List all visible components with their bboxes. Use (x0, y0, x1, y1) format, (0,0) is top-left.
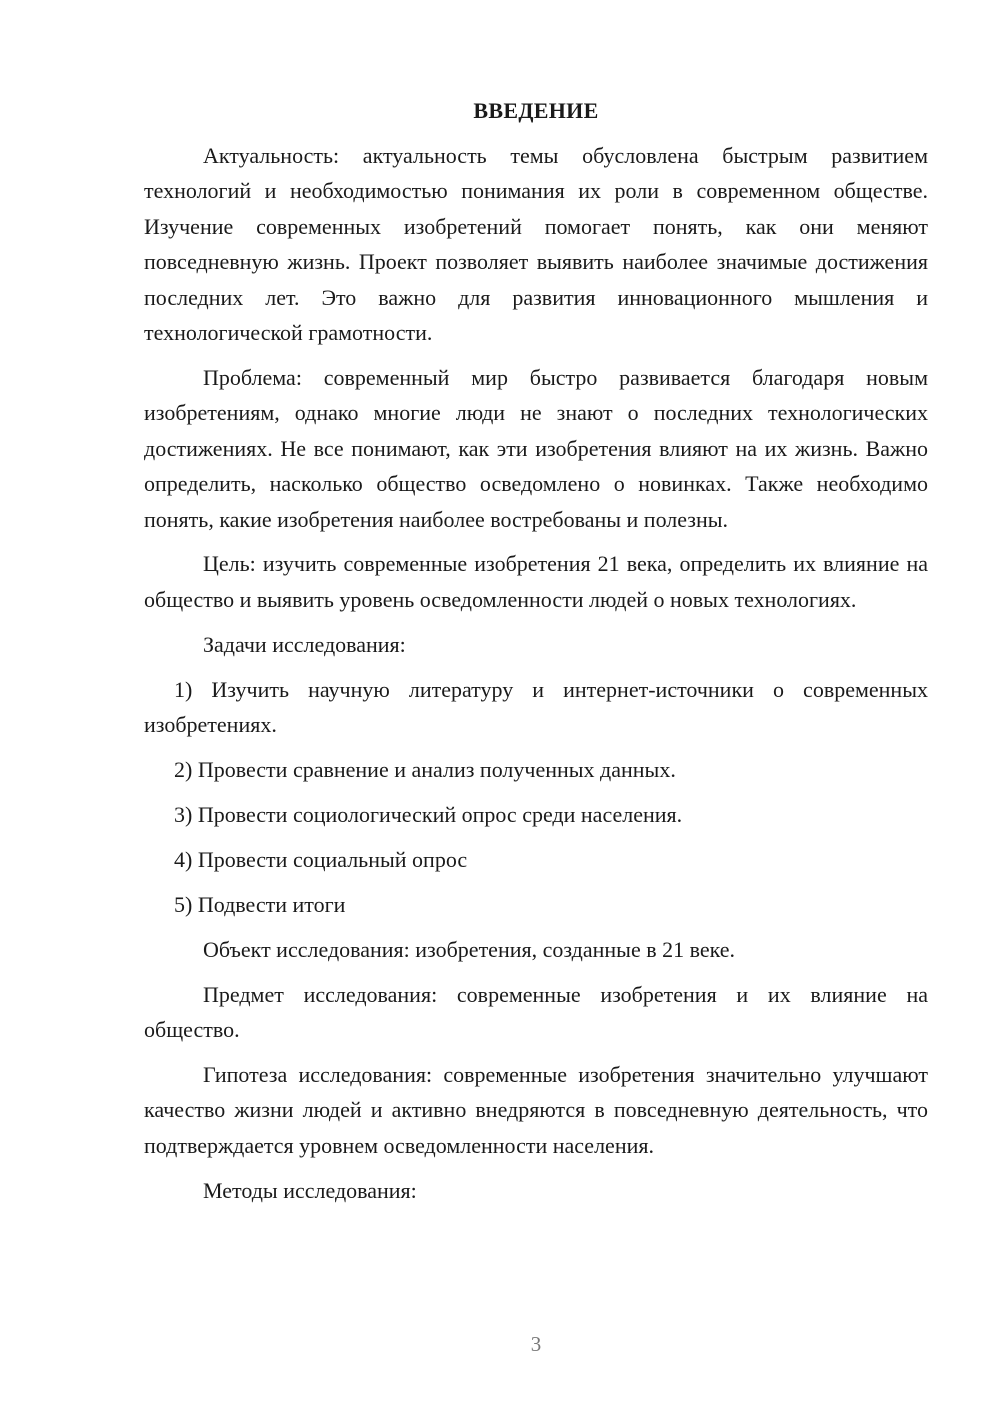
task-item: 1) Изучить научную литературу и интернет-источники о современных изобретениях. (144, 676, 928, 738)
hypothesis-paragraph: Гипотеза исследования: современные изобретения значительно улучшают качество жизни людей и активно внедряются в повседневную деятельность, что подтверждается уровнем осведомленности населения. (144, 1061, 928, 1158)
page-body (144, 96, 928, 1217)
methods-title: Методы исследования: (203, 1177, 417, 1203)
tasks-title: Задачи исследования: (203, 631, 406, 657)
object-paragraph: Объект исследования: изобретения, созданные в 21 веке. (203, 936, 736, 962)
subject-paragraph: Предмет исследования: современные изобретения и их влияние на общество. (144, 981, 928, 1042)
task-item: 3) Провести социологический опрос среди населения. (174, 801, 683, 827)
task-item: 2) Провести сравнение и анализ полученных данных. (174, 757, 676, 782)
task-item: 5) Подвести итоги (174, 891, 346, 917)
problem-paragraph: Проблема: современный мир быстро развивается благодаря новым изобретениям, однако многие люди не знают о последних технологических достижениях. Не все понимают, как эти изобретения влияют на их жизнь. Важно определить, насколько общество осведомлено о новинках. Также необходимо понять, какие изобретения наиболее востребованы и полезны. (144, 364, 928, 532)
task-item: 4) Провести социальный опрос (174, 846, 468, 872)
page-number: 3 (530, 1332, 542, 1356)
relevance-paragraph: Актуальность: актуальность темы обусловлена быстрым развитием технологий и необходимостью понимания их роли в современном обществе. Изучение современных изобретений помогает понять, как они меняют повседневную жизнь. Проект позволяет выявить наиболее значимые достижения последних лет. Это важно для развития инновационного мышления и технологической грамотности. (144, 143, 928, 346)
section-heading: ВВЕДЕНИЕ (473, 98, 599, 123)
goal-paragraph: Цель: изучить современные изобретения 21 века, определить их влияние на общество и выявить уровень осведомленности людей о новых технологиях. (144, 551, 928, 612)
